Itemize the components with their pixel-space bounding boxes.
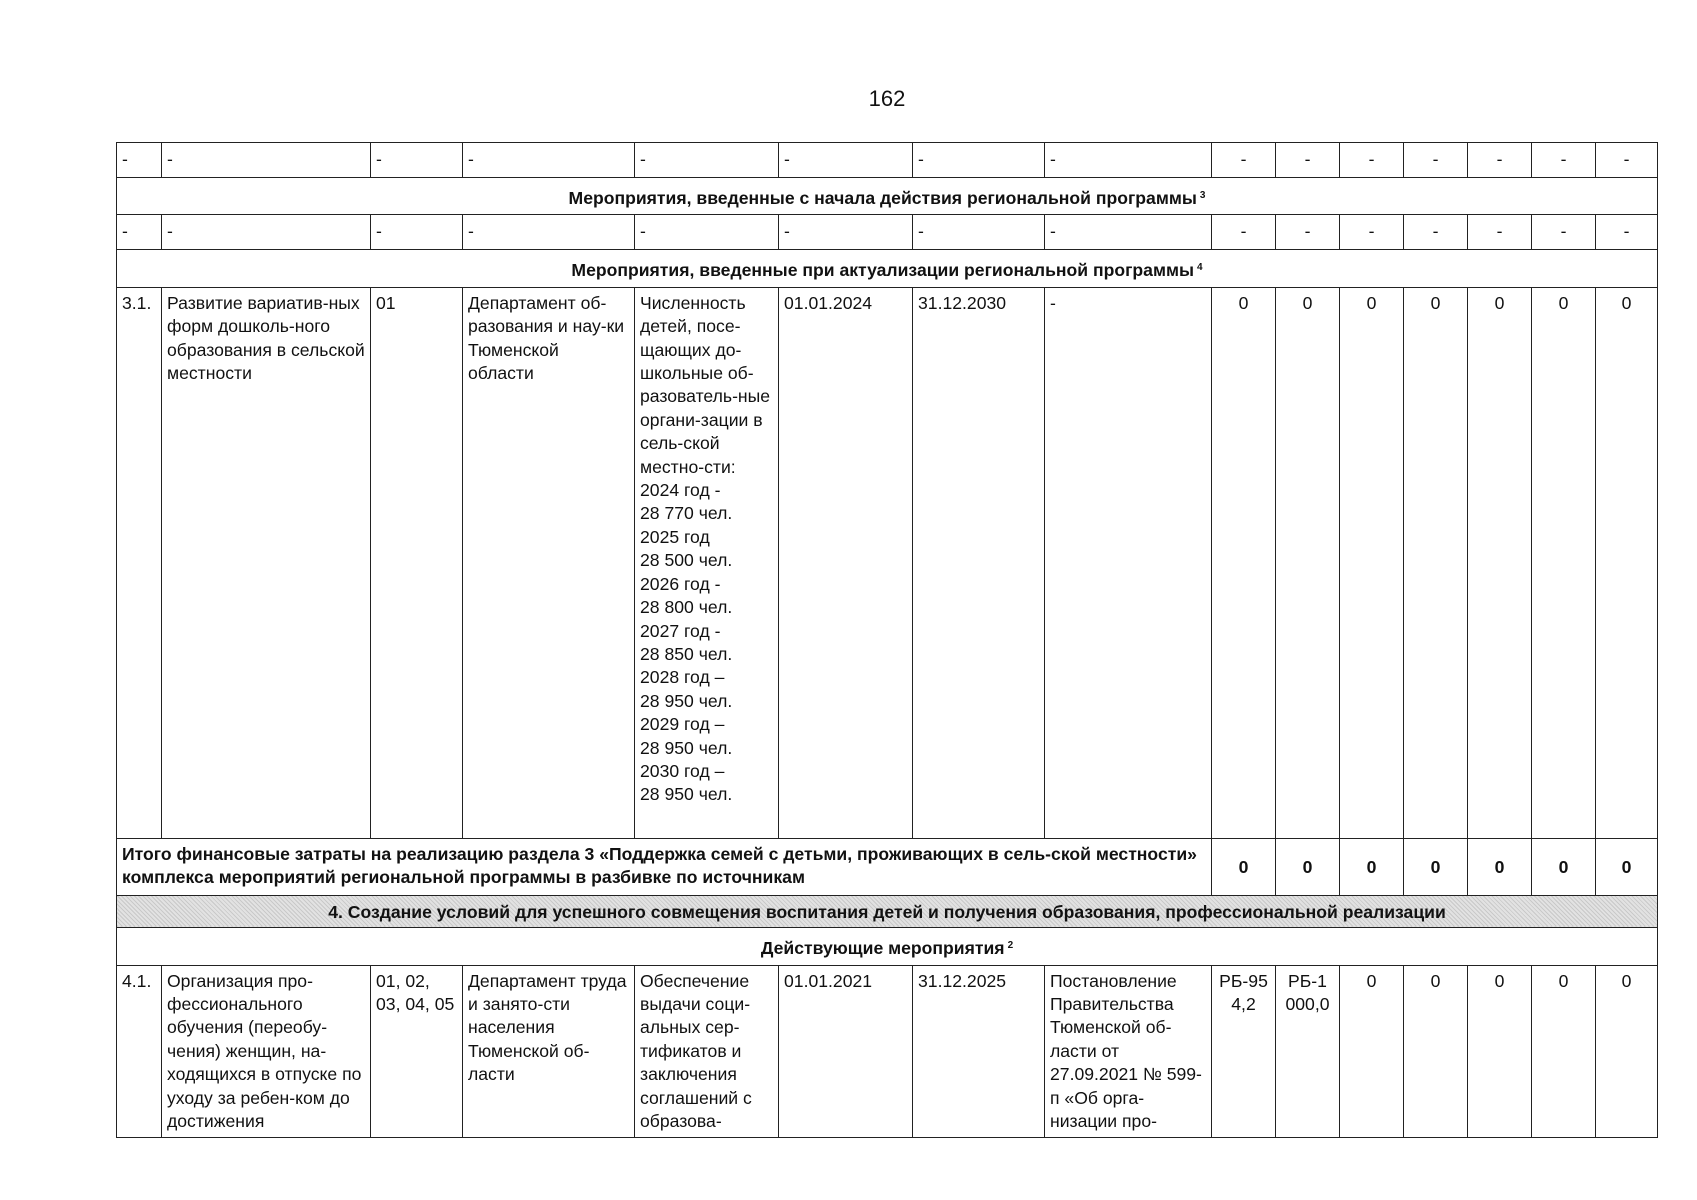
cell: - — [779, 143, 913, 178]
item-number: 4.1. — [117, 965, 162, 1137]
cell: - — [1404, 143, 1468, 178]
item-value: 0 — [1340, 287, 1404, 838]
cell: - — [1276, 215, 1340, 250]
cell: - — [162, 143, 371, 178]
item-start-date: 01.01.2024 — [779, 287, 913, 838]
item-executor: Департамент труда и занято-сти населения Тюменской об-ласти — [463, 965, 635, 1137]
cell: - — [1045, 143, 1212, 178]
item-value: 0 — [1468, 287, 1532, 838]
cell: - — [371, 143, 463, 178]
cell: - — [635, 215, 779, 250]
cell: - — [117, 215, 162, 250]
total-value: 0 — [1532, 838, 1596, 895]
cell: - — [1340, 215, 1404, 250]
section-heading-text: Мероприятия, введенные при актуализации региональной программы — [571, 260, 1194, 281]
item-indicator: Обеспечение выдачи соци-альных сер-тификатов и заключения соглашений с образова- — [635, 965, 779, 1137]
total-value: 0 — [1596, 838, 1658, 895]
table-row-3-1 — [117, 287, 1658, 838]
item-value: 0 — [1532, 965, 1596, 1137]
cell: - — [463, 215, 635, 250]
item-indicator: Численность детей, посе-щающих до-школьные об-разователь-ные органи-зации в сель-ской местно-сти: 2024 год - 28 770 чел. 2025 год 28 500 чел. 2026 год - 28 800 чел. 2027 год - 28 850 чел. 2028 год – 28 950 чел. 2029 год – 28 950 чел. 2030 год – 28 950 чел. — [635, 287, 779, 838]
section-heading-introduced-start — [117, 178, 1658, 215]
item-basis: - — [1045, 287, 1212, 838]
item-name: Организация про-фессионального обучения (переобу-чения) женщин, на-ходящихся в отпуске по уходу за ребен-ком до достижения — [162, 965, 371, 1137]
item-end-date: 31.12.2025 — [913, 965, 1045, 1137]
cell: - — [1532, 143, 1596, 178]
cell: - — [463, 143, 635, 178]
section-heading-cell — [117, 178, 1658, 215]
cell: - — [162, 215, 371, 250]
item-value: 0 — [1532, 287, 1596, 838]
item-end-date: 31.12.2030 — [913, 287, 1045, 838]
total-value: 0 — [1212, 838, 1276, 895]
cell: - — [913, 215, 1045, 250]
footnote-mark: 2 — [1007, 940, 1014, 952]
section-heading-introduced-update — [117, 250, 1658, 287]
cell: - — [1276, 143, 1340, 178]
footnote-mark: 3 — [1199, 190, 1206, 201]
item-value: РБ-954,2 — [1212, 965, 1276, 1137]
item-basis: Постановление Правительства Тюменской об-ласти от 27.09.2021 № 599-п «Об орга-низации про- — [1045, 965, 1212, 1137]
total-row-section-3 — [117, 838, 1658, 895]
cell: - — [1468, 215, 1532, 250]
total-value: 0 — [1404, 838, 1468, 895]
table-row-4-1 — [117, 965, 1658, 1137]
item-value: 0 — [1340, 965, 1404, 1137]
section-heading-cell — [117, 928, 1658, 965]
cell: - — [1212, 143, 1276, 178]
item-value: 0 — [1404, 965, 1468, 1137]
item-value: 0 — [1468, 965, 1532, 1137]
item-code: 01 — [371, 287, 463, 838]
cell: - — [1212, 215, 1276, 250]
item-value: 0 — [1404, 287, 1468, 838]
section-4-title: 4. Создание условий для успешного совмещения воспитания детей и получения образования, профессиональной реализации — [117, 895, 1658, 927]
item-start-date: 01.01.2021 — [779, 965, 913, 1137]
footnote-mark: 4 — [1197, 262, 1203, 274]
item-value: 0 — [1276, 287, 1340, 838]
program-table — [116, 142, 1658, 1138]
section-heading-cell — [117, 250, 1658, 287]
total-label: Итого финансовые затраты на реализацию раздела 3 «Поддержка семей с детьми, проживающих в сель-ской местности» комплекса мероприятий региональной программы в разбивке по источникам — [117, 838, 1212, 895]
cell: - — [913, 143, 1045, 178]
cell: - — [1532, 215, 1596, 250]
item-value: РБ-1 000,0 — [1276, 965, 1340, 1137]
section-heading-active — [117, 928, 1658, 965]
cell: - — [1340, 143, 1404, 178]
cell: - — [1468, 143, 1532, 178]
placeholder-row — [117, 143, 1658, 178]
item-executor: Департамент об-разования и нау-ки Тюменской области — [463, 287, 635, 838]
cell: - — [779, 215, 913, 250]
item-value: 0 — [1596, 965, 1658, 1137]
cell: - — [117, 143, 162, 178]
section-4-header — [117, 895, 1658, 927]
item-number: 3.1. — [117, 287, 162, 838]
item-name: Развитие вариатив-ных форм дошколь-ного образования в сельской местности — [162, 287, 371, 838]
cell: - — [1045, 215, 1212, 250]
cell: - — [635, 143, 779, 178]
item-code: 01, 02, 03, 04, 05 — [371, 965, 463, 1137]
section-heading-text: Мероприятия, введенные с начала действия региональной программы — [568, 188, 1197, 208]
placeholder-row — [117, 215, 1658, 250]
cell: - — [1596, 215, 1658, 250]
item-value: 0 — [1212, 287, 1276, 838]
section-heading-text: Действующие мероприятия — [760, 938, 1005, 959]
cell: - — [1404, 215, 1468, 250]
cell: - — [1596, 143, 1658, 178]
cell: - — [371, 215, 463, 250]
item-value: 0 — [1596, 287, 1658, 838]
total-value: 0 — [1276, 838, 1340, 895]
total-value: 0 — [1468, 838, 1532, 895]
page-number: 162 — [868, 86, 906, 111]
total-value: 0 — [1340, 838, 1404, 895]
